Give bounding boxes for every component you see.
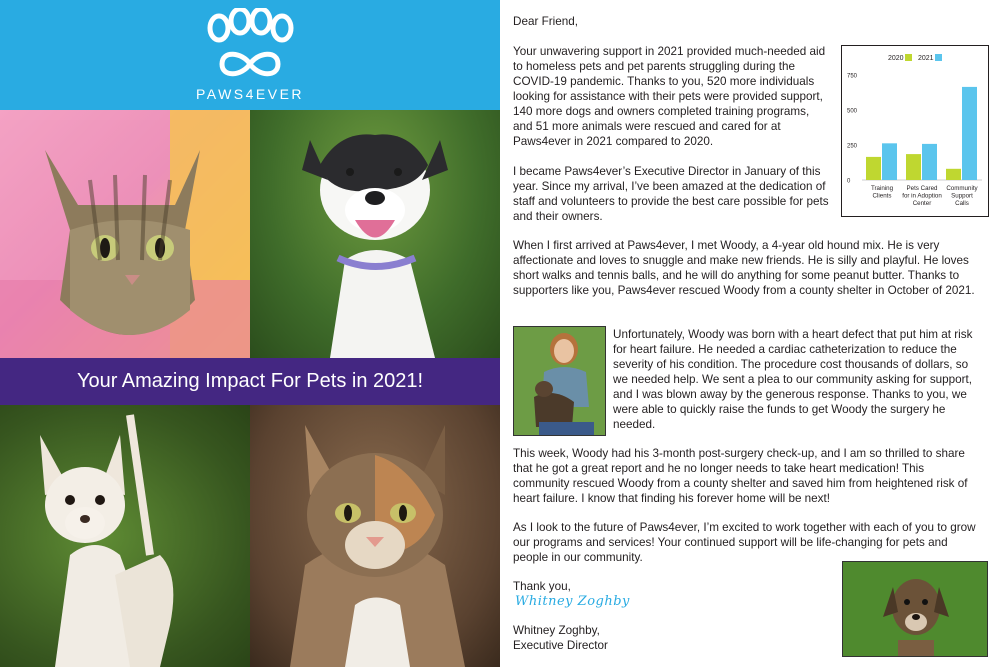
paw-print-icon [198,8,302,84]
y-tick-label: 750 [847,73,858,80]
handwritten-signature: Whitney Zoghby [515,594,630,609]
letter-paragraph-2: I became Paws4ever’s Executive Director in January of this year. Since my arrival, I’ve been amazed at the dedication of staff and volunteers to provide the best care possible for pets and their owners. [513,165,829,223]
impact-banner [0,358,500,405]
bar-2021-0 [882,143,897,180]
y-tick-label: 500 [847,108,858,115]
woody-dog-photo [842,561,988,657]
tabby-cat-photo [0,110,250,358]
letter-paragraph-4: Unfortunately, Woody was born with a heart defect that put him at risk for heart failure. He needed a cardiac catheterization to reduce the severity of his condition. The procedure cost thousands of dollars, so we needed help. We sent a plea to our community asking for support, and I was blown away by the generous response. Thanks to you, we were able to quickly raise the funds to get Woody the surgery he needed. [613,328,973,431]
x-tick-label: Support [951,192,973,200]
volunteer-with-woody-photo [513,326,606,436]
y-tick-label: 250 [847,143,858,150]
letter-paragraph-5: This week, Woody had his 3-month post-surgery check-up, and I am so thrilled to share that he got a great report and he no longer needs to take heart medication! This community rescued Woody from a county shelter and saved him from heightened risk of heart failure. I know that finding his forever home will be next! [513,447,968,505]
banner-title: Your Amazing Impact For Pets in 2021! [76,370,424,392]
pit-mix-dog-photo [250,110,500,358]
bar-2020-0 [866,157,881,180]
x-tick-label: for in Adoption [902,192,942,200]
letter-panel [500,0,1000,667]
bar-2020-2 [946,169,961,180]
impact-bar-chart [841,45,989,217]
brand-header [0,0,500,110]
bar-2021-2 [962,87,977,180]
letter-paragraph-3: When I first arrived at Paws4ever, I met Woody, a 4-year old hound mix. He is very affectionate and loves to snuggle and make new friends. He is silly and playful. He loves short walks and tennis balls, and he will do anything for some peanut butter. Thanks to supporters like you, Paws4ever rescued Woody from a county shelter in October of 2021. [513,239,975,297]
signer-title: Executive Director [513,639,608,652]
chart-canvas [842,46,988,216]
legend-swatch [905,54,912,61]
bar-2021-1 [922,144,937,180]
legend-swatch [935,54,942,61]
letter-greeting: Dear Friend, [513,15,578,28]
y-tick-label: 0 [847,178,851,185]
bar-2020-1 [906,154,921,180]
x-tick-label: Community [946,185,978,192]
legend-label: 2021 [918,55,934,62]
x-tick-label: Clients [872,192,892,200]
legend-label: 2020 [888,55,904,62]
x-tick-label: Center [912,200,932,207]
chihuahua-photo [0,405,250,667]
x-tick-label: Pets Cared [906,185,938,192]
letter-paragraph-1: Your unwavering support in 2021 provided much-needed aid to homeless pets and pet parents struggling during the COVID-19 pandemic. Thanks to you, 520 more individuals looking for assistance with their pets were provided support, 140 more dogs and owners completed training programs, and 51 more animals were rescued and cared for at Paws4ever in 2021 compared to 2020. [513,45,826,148]
x-tick-label: Calls [955,200,969,207]
signer-name: Whitney Zoghby, [513,624,600,637]
x-tick-label: Training [870,185,894,192]
calico-cat-photo [250,405,500,667]
letter-paragraph-6: As I look to the future of Paws4ever, I’m excited to work together with each of you to grow our programs and services! Your continued support will be life-changing for pets and people in our community. [513,521,976,564]
letter-closing: Thank you, [513,580,571,593]
brand-name: PAWS4EVER [195,86,305,102]
